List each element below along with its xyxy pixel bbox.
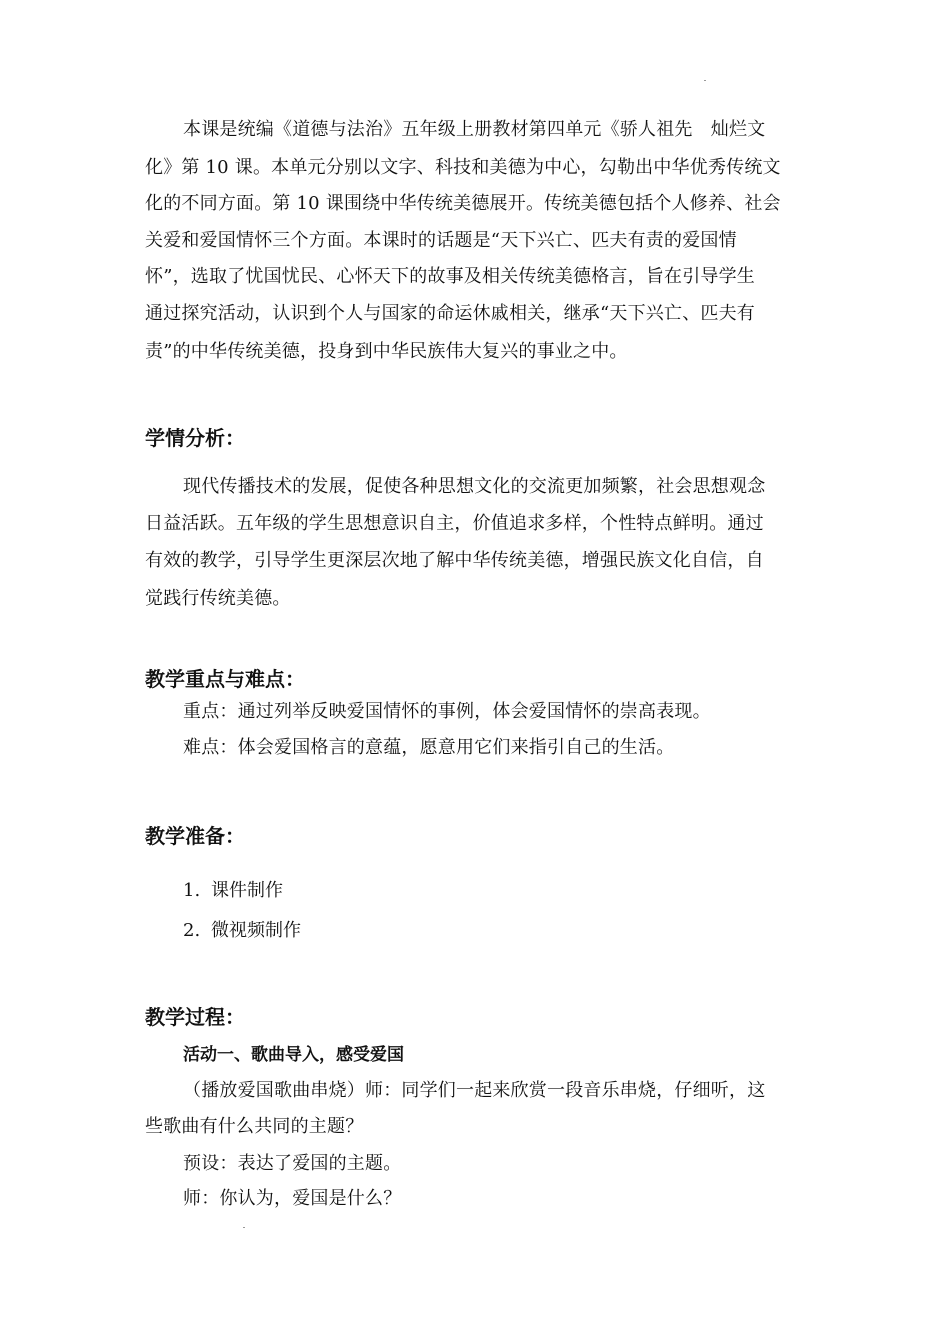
- intro-line: 责”的中华传统美德，投身到中华民族伟大复兴的事业之中。: [145, 341, 628, 362]
- analysis-line: 有效的教学，引导学生更深层次地了解中华传统美德，增强民族文化自信，自: [145, 550, 764, 571]
- analysis-line: 觉践行传统美德。: [145, 588, 291, 609]
- intro-line: 化的不同方面。第 10 课围绕中华传统美德展开。传统美德包括个人修养、社会: [145, 193, 781, 214]
- list-item-number: 2.: [183, 920, 201, 941]
- process-line: 些歌曲有什么共同的主题？: [145, 1116, 364, 1137]
- list-item: [183, 919, 301, 943]
- list-item: [183, 879, 283, 903]
- section-heading-key-points: 教学重点与难点：: [145, 667, 305, 691]
- process-line: （播放爱国歌曲串烧）师：同学们一起来欣赏一段音乐串烧，仔细听，这: [183, 1080, 766, 1101]
- list-item-number: 1.: [183, 880, 201, 901]
- list-item-text: 微视频制作: [211, 920, 301, 941]
- difficulty-point: 难点：体会爱国格言的意蕴，愿意用它们来指引自己的生活。: [183, 737, 675, 758]
- intro-line: 通过探究活动，认识到个人与国家的命运休戚相关，继承“天下兴亡、匹夫有: [145, 303, 755, 324]
- intro-line: 化》第 10 课。本单元分别以文字、科技和美德为中心，勾勒出中华优秀传统文: [145, 157, 781, 178]
- section-heading-preparation: 教学准备：: [145, 824, 245, 848]
- intro-line: 怀”，选取了忧国忧民、心怀天下的故事及相关传统美德格言，旨在引导学生: [145, 266, 755, 287]
- process-line: 师：你认为，爱国是什么？: [183, 1188, 402, 1209]
- analysis-line: 现代传播技术的发展，促使各种思想文化的交流更加频繁，社会思想观念: [183, 476, 766, 497]
- intro-line: 关爱和爱国情怀三个方面。本课时的话题是“天下兴亡、匹夫有责的爱国情: [145, 230, 737, 251]
- section-heading-student-analysis: 学情分析：: [145, 426, 245, 450]
- activity-title: 活动一、歌曲导入，感受爱国: [183, 1045, 404, 1065]
- list-item-text: 课件制作: [211, 880, 283, 901]
- process-line: 预设：表达了爱国的主题。: [183, 1153, 402, 1174]
- intro-line: 本课是统编《道德与法治》五年级上册教材第四单元《骄人祖先 灿烂文: [183, 119, 766, 140]
- corner-mark-top: [704, 80, 706, 81]
- corner-mark-bottom: [243, 1227, 245, 1228]
- section-heading-process: 教学过程：: [145, 1005, 245, 1029]
- analysis-line: 日益活跃。五年级的学生思想意识自主，价值追求多样，个性特点鲜明。通过: [145, 513, 764, 534]
- focus-point: 重点：通过列举反映爱国情怀的事例，体会爱国情怀的崇高表现。: [183, 701, 711, 722]
